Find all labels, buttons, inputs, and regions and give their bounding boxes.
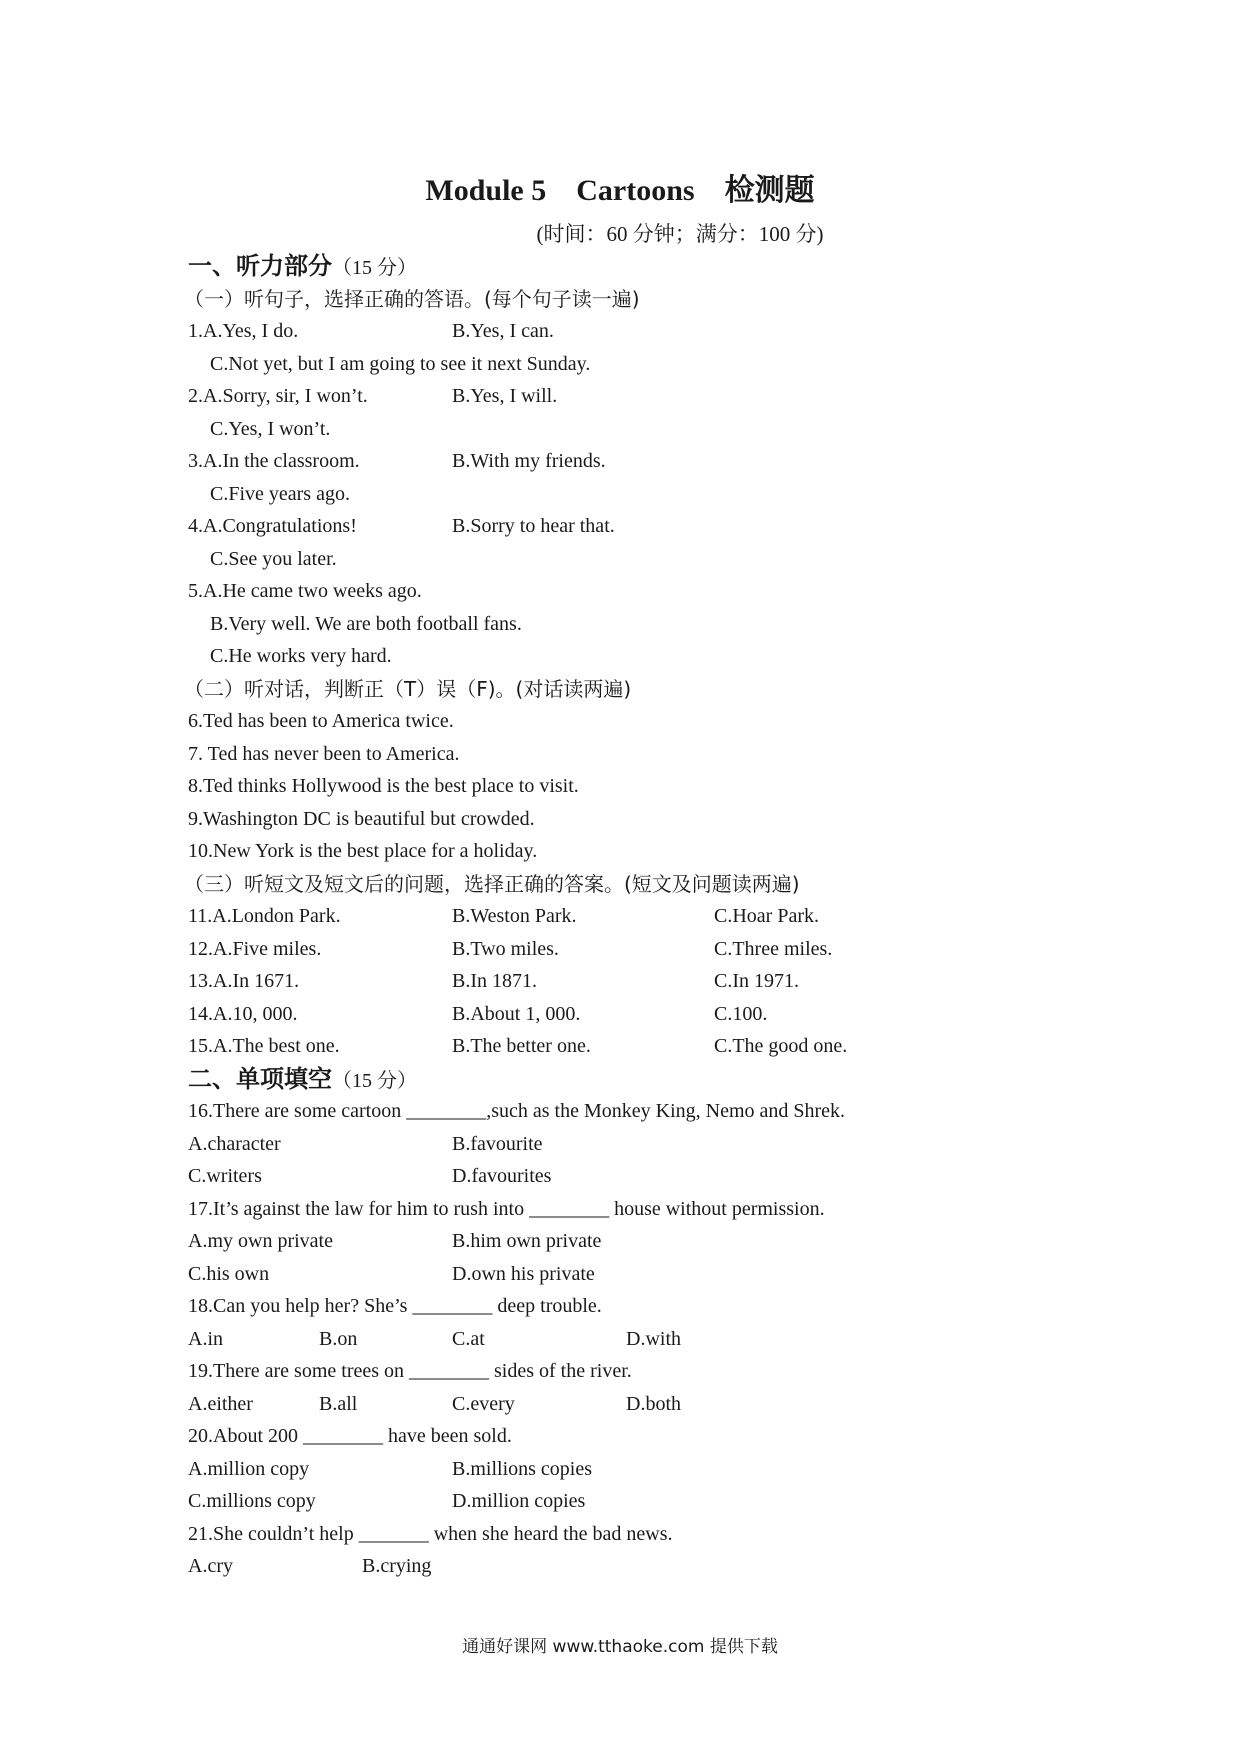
option: B.Weston Park. (452, 905, 577, 927)
question-row (188, 1225, 1148, 1258)
question-stem: 21.She couldn’t help _______ when she heard the bad news. (188, 1522, 673, 1545)
option: C.He works very hard. (210, 645, 392, 667)
option: B.crying (362, 1555, 432, 1577)
option: C.Not yet, but I am going to see it next Sunday. (210, 352, 591, 375)
option: D.both (626, 1392, 681, 1415)
option: 3.A.In the classroom. (188, 450, 360, 472)
question-row (188, 1453, 1148, 1486)
option: D.with (626, 1327, 681, 1350)
question-stem: 17.It’s against the law for him to rush into ________ house without permission. (188, 1197, 825, 1220)
statement: 6.Ted has been to America twice. (188, 710, 454, 732)
statement: 10.New York is the best place for a holiday. (188, 840, 538, 862)
section-points: （15 分） (332, 1069, 417, 1092)
option: B.Yes, I can. (452, 320, 554, 342)
section-heading-single-choice: 二、单项填空（15 分） (188, 1064, 417, 1093)
section-heading-listening: 一、听力部分（15 分） (188, 252, 417, 280)
option: C.Hoar Park. (714, 905, 819, 927)
question-stem: 16.There are some cartoon ________,such as the Monkey King, Nemo and Shrek. (188, 1100, 846, 1122)
option: 1.A.Yes, I do. (188, 320, 299, 342)
time-score-info: (时间：60 分钟；满分：100 分) (536, 222, 824, 246)
footer-source: 通通好课网 www.tthaoke.com 提供下载 (462, 1637, 778, 1657)
option: 2.A.Sorry, sir, I won’t. (188, 385, 368, 407)
option: A.million copy (188, 1457, 310, 1480)
option: B.all (319, 1392, 358, 1415)
exam-content (184, 250, 1148, 1583)
question-row (188, 998, 1148, 1031)
question-row (188, 1128, 1148, 1161)
option: C.writers (188, 1165, 262, 1187)
question-row (188, 1160, 1148, 1193)
section-points: （15 分） (332, 257, 417, 279)
option: C.at (452, 1327, 485, 1350)
option: B.him own private (452, 1230, 602, 1252)
question-stem: 20.About 200 ________ have been sold. (188, 1425, 512, 1447)
question-stem: 18.Can you help her? She’s ________ deep trouble. (188, 1295, 602, 1317)
question-row (188, 445, 1148, 478)
statement: 7. Ted has never been to America. (188, 742, 460, 765)
part-heading: （三）听短文及短文后的问题，选择正确的答案。(短文及问题读两遍) (184, 871, 800, 896)
option: 13.A.In 1671. (188, 970, 300, 992)
option: B.Two miles. (452, 937, 559, 960)
option: A.either (188, 1392, 253, 1415)
option: C.Yes, I won’t. (210, 417, 331, 440)
part-heading: （二）听对话，判断正（T）误（F)。(对话读两遍) (184, 676, 632, 701)
option: C.millions copy (188, 1490, 316, 1512)
option: C.See you later. (210, 547, 337, 570)
option: 15.A.The best one. (188, 1035, 340, 1057)
option: B.on (319, 1327, 358, 1350)
question-row (188, 965, 1148, 998)
option: B.Yes, I will. (452, 385, 558, 407)
option: C.In 1971. (714, 970, 799, 992)
option: C.100. (714, 1002, 768, 1025)
option: D.favourites (452, 1165, 552, 1187)
option: B.millions copies (452, 1457, 592, 1480)
option: 4.A.Congratulations! (188, 515, 357, 537)
option: B.Very well. We are both football fans. (210, 612, 522, 635)
question-row (188, 1485, 1148, 1518)
option: A.in (188, 1327, 223, 1350)
option: B.favourite (452, 1132, 543, 1155)
option: D.million copies (452, 1490, 586, 1512)
question-row (188, 1323, 1148, 1356)
option: 12.A.Five miles. (188, 937, 322, 960)
question-row (188, 1550, 1148, 1583)
option: B.Sorry to hear that. (452, 515, 615, 537)
option: B.The better one. (452, 1035, 591, 1057)
option: A.character (188, 1132, 281, 1155)
question-row (188, 510, 1148, 543)
option: C.Three miles. (714, 937, 833, 960)
question-stem: 19.There are some trees on ________ sides of the river. (188, 1360, 632, 1382)
question-row (188, 900, 1148, 933)
page-title: Module 5 Cartoons 检测题 (425, 174, 815, 207)
option: 11.A.London Park. (188, 905, 341, 927)
question-row (188, 933, 1148, 966)
option: C.every (452, 1392, 515, 1415)
question-row (188, 380, 1148, 413)
option: C.Five years ago. (210, 482, 350, 505)
question-row (188, 1258, 1148, 1291)
option: 14.A.10, 000. (188, 1002, 298, 1025)
question-row (188, 1030, 1148, 1063)
part-heading: （一）听句子，选择正确的答语。(每个句子读一遍) (184, 286, 640, 311)
statement: 9.Washington DC is beautiful but crowded. (188, 807, 535, 830)
option: A.my own private (188, 1230, 333, 1252)
option: D.own his private (452, 1262, 595, 1285)
option: 5.A.He came two weeks ago. (188, 580, 422, 602)
statement: 8.Ted thinks Hollywood is the best place to visit. (188, 775, 579, 797)
option: A.cry (188, 1555, 233, 1577)
option: B.About 1, 000. (452, 1002, 581, 1025)
question-row (188, 315, 1148, 348)
option: C.The good one. (714, 1035, 848, 1057)
question-row (188, 1388, 1148, 1421)
option: B.In 1871. (452, 970, 537, 992)
option: B.With my friends. (452, 450, 606, 472)
option: C.his own (188, 1262, 270, 1285)
